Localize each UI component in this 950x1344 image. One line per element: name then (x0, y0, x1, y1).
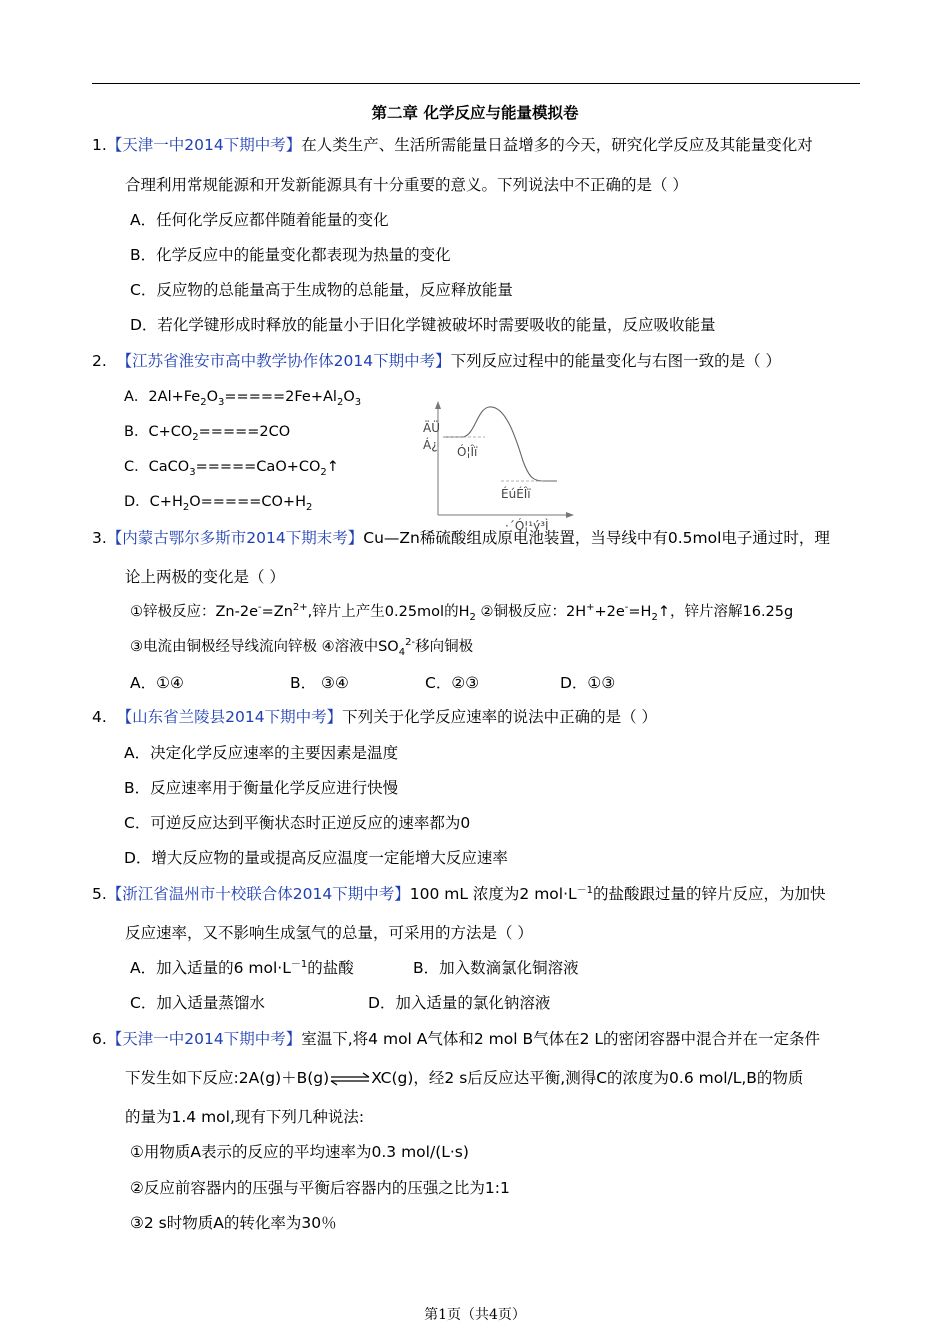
question-source: 【天津一中2014下期中考】 (106, 136, 302, 154)
q4-option-d: D．增大反应物的量或提高反应温度一定能增大反应速率 (124, 849, 508, 867)
q5-option-b: B．加入数滴氯化铜溶液 (413, 959, 579, 977)
q3-option-d: D．①③ (560, 674, 616, 692)
question-number: 1. (92, 136, 107, 154)
question-1 (92, 134, 813, 156)
q5-option-c: C．加入适量蒸馏水 (130, 994, 265, 1012)
question-source: 【浙江省温州市十校联合体2014下期中考】 (106, 885, 410, 903)
q2-option-b: B．$C+CO_2=====2CO$ (124, 424, 291, 443)
q4-option-b: B．反应速率用于衡量化学反应进行快慢 (124, 779, 399, 797)
question-6-line2: 下发生如下反应:2A(g)＋B(g) XC(g)，经2 s后反应达平衡,测得C的浓度为0.6 mol/L,B的物质 (125, 1069, 804, 1087)
question-number: 4. (92, 708, 107, 726)
question-4 (92, 706, 657, 728)
question-6-line3: 的量为1.4 mol,现有下列几种说法: (125, 1108, 365, 1126)
question-6 (92, 1028, 820, 1050)
q1-option-d: D．若化学键形成时释放的能量小于旧化学键被破坏时需要吸收的能量，反应吸收能量 (130, 316, 716, 334)
question-number: 6. (92, 1030, 107, 1048)
q3-statements-1: ①锌极反应：$Zn-2e^-=Zn^{2+}$,锌片上产生0.25mol的$H_2$ ②铜极反应：$2H^++2e^-=H_2↑$，锌片溶解16.25g (130, 602, 794, 623)
question-number: 5. (92, 885, 107, 903)
question-text: 在人类生产、生活所需能量日益增多的今天，研究化学反应及其能量变化对 (301, 136, 813, 154)
q3-option-a: A．①④ (130, 674, 184, 692)
q6-statement-1: ①用物质A表示的反应的平均速率为0.3 mol/(L·s) (130, 1143, 469, 1161)
equilibrium-arrow-icon (329, 1072, 371, 1086)
question-text: 下列关于化学反应速率的说法中正确的是（ ） (342, 708, 658, 726)
question-2 (92, 350, 781, 372)
q1-option-a: A．任何化学反应都伴随着能量的变化 (130, 211, 389, 229)
page-title: 第二章 化学反应与能量模拟卷 (371, 103, 579, 122)
question-source: 【山东省兰陵县2014下期中考】 (116, 708, 343, 726)
question-5-line2: 反应速率，又不影响生成氢气的总量，可采用的方法是（ ） (125, 924, 533, 942)
q3-option-c: C．②③ (425, 674, 480, 692)
page-footer: 第1页（共4页） (424, 1307, 526, 1323)
label-reactant: Ó¦Îï (457, 445, 478, 459)
axis-label-energy-2: Á¿ (423, 438, 438, 452)
axis-label-process: ·´Ó¦¹ý³Ì (505, 519, 549, 533)
energy-curve (443, 407, 557, 481)
q2-option-c: C．$CaCO_3=====CaO+CO_2↑$ (124, 459, 339, 478)
q3-statements-2: ③电流由铜极经导线流向锌极 ④溶液中$SO_4^{2-}$移向铜极 (130, 637, 474, 658)
energy-diagram (405, 395, 585, 535)
q4-option-a: A．决定化学反应速率的主要因素是温度 (124, 744, 399, 762)
question-text: 100 mL 浓度为2 mol·L (409, 885, 577, 903)
question-number: 2. (92, 352, 107, 370)
question-text: 下列反应过程中的能量变化与右图一致的是（ ） (450, 352, 782, 370)
q1-option-c: C．反应物的总能量高于生成物的总能量，反应释放能量 (130, 281, 513, 299)
question-source: 【天津一中2014下期中考】 (106, 1030, 302, 1048)
question-text: 室温下,将4 mol A气体和2 mol B气体在2 L的密闭容器中混合并在一定条件 (301, 1030, 821, 1048)
question-text: Cu—Zn稀硫酸组成原电池装置，当导线中有0.5mol电子通过时，理 (363, 529, 830, 547)
q6-statement-2: ②反应前容器内的压强与平衡后容器内的压强之比为1:1 (130, 1179, 510, 1197)
question-3 (92, 527, 830, 549)
q2-option-d: D．$C+H_2O=====CO+H_2$ (124, 494, 313, 513)
q1-option-b: B．化学反应中的能量变化都表现为热量的变化 (130, 246, 451, 264)
q4-option-c: C．可逆反应达到平衡状态时正逆反应的速率都为0 (124, 814, 471, 832)
question-number: 3. (92, 529, 107, 547)
x-axis-arrow-icon (566, 512, 574, 518)
question-1-line2: 合理利用常规能源和开发新能源具有十分重要的意义。下列说法中不正确的是（ ） (125, 176, 688, 194)
header-rule (92, 83, 860, 84)
question-5: 5.【浙江省温州市十校联合体2014下期中考】100 mL 浓度为2 $mol\cdot L^{-1}$的盐酸跟过量的锌片反应，为加快 (92, 884, 826, 903)
q6-statement-3: ③2 s时物质A的转化率为30％ (130, 1214, 337, 1232)
label-product: ÉúÉÎï (501, 487, 531, 501)
y-axis-arrow-icon (435, 401, 441, 409)
question-3-line2: 论上两极的变化是（ ） (125, 568, 285, 586)
q2-option-a: A．$2Al+Fe_2O_3=====2Fe+Al_2O_3$ (124, 389, 362, 408)
axis-label-energy: ÄÜ (423, 421, 440, 435)
q5-option-a: A．加入适量的6 $mol\cdot L^{-1}$的盐酸 (130, 958, 354, 977)
q5-option-d: D．加入适量的氯化钠溶液 (368, 994, 551, 1012)
question-source: 【内蒙古鄂尔多斯市2014下期末考】 (106, 529, 364, 547)
question-source: 【江苏省淮安市高中教学协作体2014下期中考】 (116, 352, 451, 370)
q3-option-b: B． ③④ (290, 674, 349, 692)
